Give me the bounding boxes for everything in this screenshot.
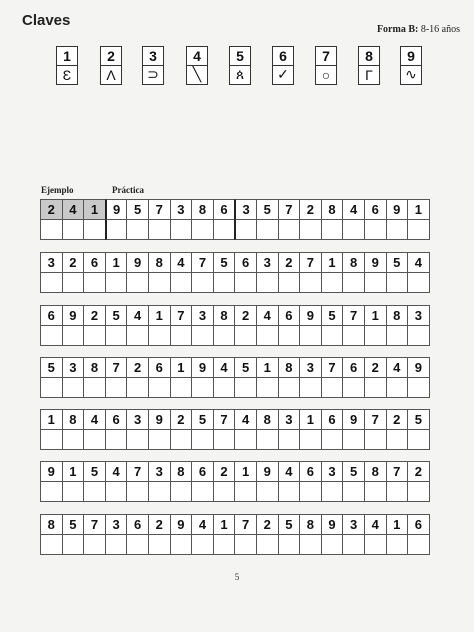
- digit-cell: 6: [148, 357, 171, 378]
- digit-cell: 7: [213, 409, 236, 430]
- answer-box[interactable]: [234, 219, 257, 240]
- digit-cell: 8: [321, 199, 344, 220]
- page-number: 5: [234, 572, 240, 582]
- digit-cell: 9: [191, 357, 214, 378]
- reverse-e-icon: Ɛ: [56, 65, 78, 85]
- digit-cell: 6: [40, 305, 63, 326]
- digit-cell: 9: [148, 409, 171, 430]
- answer-box[interactable]: [191, 325, 214, 346]
- practice-label: Práctica: [112, 185, 144, 195]
- answer-box[interactable]: [62, 429, 85, 450]
- answer-box[interactable]: [148, 534, 171, 555]
- answer-box[interactable]: [299, 429, 322, 450]
- answer-box[interactable]: [407, 272, 430, 293]
- answer-box[interactable]: [342, 481, 365, 502]
- answer-box[interactable]: [256, 219, 279, 240]
- form-label-age: 8-16 años: [418, 24, 460, 35]
- answer-box[interactable]: [191, 219, 214, 240]
- digit-cell: 1: [364, 305, 387, 326]
- digit-cell: 8: [342, 252, 365, 273]
- answer-box[interactable]: [170, 429, 193, 450]
- digit-cell: 1: [299, 409, 322, 430]
- answer-box[interactable]: [148, 481, 171, 502]
- grid-row-4: [41, 357, 430, 398]
- answer-box[interactable]: [83, 429, 106, 450]
- answer-box[interactable]: [407, 429, 430, 450]
- key-item-1: [56, 46, 78, 85]
- answer-box[interactable]: [342, 272, 365, 293]
- answer-box[interactable]: [105, 325, 128, 346]
- answer-box[interactable]: [83, 325, 106, 346]
- digit-cell: 4: [364, 514, 387, 535]
- digit-cell: 2: [364, 357, 387, 378]
- answer-box[interactable]: [105, 481, 128, 502]
- digit-cell: 6: [364, 199, 387, 220]
- check-icon: ✓: [272, 65, 294, 85]
- key-number: 2: [100, 46, 122, 66]
- digit-cell: 7: [126, 461, 149, 482]
- answer-box[interactable]: [321, 429, 344, 450]
- digit-cell: 9: [386, 199, 409, 220]
- answer-box[interactable]: [170, 219, 193, 240]
- answer-box[interactable]: [213, 272, 236, 293]
- key-number: 3: [142, 46, 164, 66]
- answer-box[interactable]: [299, 219, 322, 240]
- key-number: 7: [315, 46, 337, 66]
- key-item-9: [400, 46, 422, 85]
- answer-box[interactable]: [256, 377, 279, 398]
- answer-box[interactable]: [62, 219, 85, 240]
- digit-cell: 5: [256, 199, 279, 220]
- digit-cell: 5: [126, 199, 149, 220]
- answer-box[interactable]: [342, 377, 365, 398]
- answer-box[interactable]: [342, 429, 365, 450]
- digit-cell: 3: [299, 357, 322, 378]
- digit-cell: 3: [278, 409, 301, 430]
- answer-box[interactable]: [386, 219, 409, 240]
- digit-cell: 7: [191, 252, 214, 273]
- answer-box[interactable]: [364, 325, 387, 346]
- answer-box[interactable]: [278, 481, 301, 502]
- answer-box[interactable]: [278, 377, 301, 398]
- digit-cell: 4: [213, 357, 236, 378]
- answer-box[interactable]: [364, 429, 387, 450]
- key-item-4: [186, 46, 208, 85]
- answer-box[interactable]: [321, 377, 344, 398]
- page-title: Claves: [22, 12, 71, 29]
- digit-cell: 1: [407, 199, 430, 220]
- digit-cell: 2: [407, 461, 430, 482]
- answer-box[interactable]: [62, 534, 85, 555]
- digit-cell: 9: [62, 305, 85, 326]
- digit-cell: 8: [62, 409, 85, 430]
- digit-cell: 4: [126, 305, 149, 326]
- answer-box[interactable]: [170, 534, 193, 555]
- answer-box[interactable]: [234, 429, 257, 450]
- digit-cell: 5: [386, 252, 409, 273]
- answer-box[interactable]: [170, 272, 193, 293]
- digit-cell: 3: [170, 199, 193, 220]
- digit-cell: 7: [321, 357, 344, 378]
- key-item-5: [229, 46, 251, 85]
- key-number: 8: [358, 46, 380, 66]
- answer-box[interactable]: [213, 429, 236, 450]
- digit-cell: 2: [170, 409, 193, 430]
- digit-cell: 3: [105, 514, 128, 535]
- answer-box[interactable]: [40, 377, 63, 398]
- answer-box[interactable]: [170, 377, 193, 398]
- digit-cell: 2: [40, 199, 63, 220]
- digit-cell: 7: [234, 514, 257, 535]
- answer-box[interactable]: [278, 325, 301, 346]
- digit-cell: 1: [148, 305, 171, 326]
- answer-box[interactable]: [62, 272, 85, 293]
- digit-cell: 8: [83, 357, 106, 378]
- answer-box[interactable]: [386, 534, 409, 555]
- digit-cell: 6: [191, 461, 214, 482]
- digit-cell: 2: [278, 252, 301, 273]
- answer-box[interactable]: [105, 377, 128, 398]
- answer-box[interactable]: [191, 429, 214, 450]
- digit-cell: 5: [342, 461, 365, 482]
- answer-box[interactable]: [105, 219, 128, 240]
- digit-cell: 4: [256, 305, 279, 326]
- digit-cell: 6: [234, 252, 257, 273]
- key-item-6: [272, 46, 294, 85]
- digit-cell: 9: [299, 305, 322, 326]
- answer-box[interactable]: [342, 325, 365, 346]
- answer-box[interactable]: [299, 481, 322, 502]
- answer-box[interactable]: [126, 272, 149, 293]
- answer-box[interactable]: [256, 481, 279, 502]
- digit-cell: 8: [299, 514, 322, 535]
- answer-box[interactable]: [342, 219, 365, 240]
- answer-box[interactable]: [386, 272, 409, 293]
- answer-box[interactable]: [126, 219, 149, 240]
- digit-cell: 2: [234, 305, 257, 326]
- answer-box[interactable]: [407, 219, 430, 240]
- answer-box[interactable]: [234, 272, 257, 293]
- digit-cell: 2: [213, 461, 236, 482]
- digit-cell: 8: [386, 305, 409, 326]
- answer-box[interactable]: [105, 534, 128, 555]
- digit-cell: 1: [40, 409, 63, 430]
- digit-cell: 9: [364, 252, 387, 273]
- digit-cell: 7: [299, 252, 322, 273]
- grid-row-6: [41, 461, 430, 502]
- answer-box[interactable]: [126, 429, 149, 450]
- digit-cell: 8: [213, 305, 236, 326]
- answer-box[interactable]: [321, 481, 344, 502]
- digit-cell: 1: [234, 461, 257, 482]
- digit-cell: 8: [148, 252, 171, 273]
- digit-cell: 3: [40, 252, 63, 273]
- key-item-7: [315, 46, 337, 85]
- answer-box[interactable]: [407, 534, 430, 555]
- digit-cell: 2: [126, 357, 149, 378]
- digit-cell: 9: [105, 199, 128, 220]
- answer-box[interactable]: [256, 534, 279, 555]
- corner-icon: Γ: [358, 65, 380, 85]
- digit-cell: 4: [234, 409, 257, 430]
- digit-cell: 3: [407, 305, 430, 326]
- answer-box[interactable]: [62, 325, 85, 346]
- answer-box[interactable]: [40, 219, 63, 240]
- answer-box[interactable]: [386, 377, 409, 398]
- answer-box[interactable]: [105, 272, 128, 293]
- digit-cell: 2: [256, 514, 279, 535]
- key-number: 5: [229, 46, 251, 66]
- digit-cell: 5: [407, 409, 430, 430]
- digit-cell: 1: [256, 357, 279, 378]
- digit-cell: 1: [170, 357, 193, 378]
- digit-cell: 6: [342, 357, 365, 378]
- digit-cell: 5: [40, 357, 63, 378]
- answer-box[interactable]: [213, 481, 236, 502]
- digit-cell: 5: [83, 461, 106, 482]
- digit-cell: 3: [256, 252, 279, 273]
- answer-box[interactable]: [170, 481, 193, 502]
- digit-cell: 5: [62, 514, 85, 535]
- answer-box[interactable]: [213, 534, 236, 555]
- answer-box[interactable]: [83, 481, 106, 502]
- digit-cell: 1: [83, 199, 106, 220]
- key-item-2: [100, 46, 122, 85]
- digit-cell: 4: [407, 252, 430, 273]
- answer-box[interactable]: [278, 272, 301, 293]
- answer-box[interactable]: [40, 429, 63, 450]
- digit-cell: 7: [278, 199, 301, 220]
- digit-cell: 7: [342, 305, 365, 326]
- digit-cell: 9: [40, 461, 63, 482]
- answer-box[interactable]: [191, 481, 214, 502]
- key-number: 4: [186, 46, 208, 66]
- digit-cell: 2: [83, 305, 106, 326]
- digit-cell: 5: [191, 409, 214, 430]
- answer-box[interactable]: [126, 377, 149, 398]
- digit-cell: 4: [342, 199, 365, 220]
- answer-box[interactable]: [191, 272, 214, 293]
- digit-cell: 7: [148, 199, 171, 220]
- digit-cell: 3: [321, 461, 344, 482]
- digit-cell: 7: [83, 514, 106, 535]
- answer-box[interactable]: [234, 377, 257, 398]
- digit-cell: 9: [170, 514, 193, 535]
- answer-box[interactable]: [321, 219, 344, 240]
- grid-row-1: [41, 199, 430, 240]
- digit-cell: 7: [170, 305, 193, 326]
- digit-cell: 3: [126, 409, 149, 430]
- answer-box[interactable]: [105, 429, 128, 450]
- digit-cell: 4: [170, 252, 193, 273]
- digit-cell: 9: [256, 461, 279, 482]
- grid-row-5: [41, 409, 430, 450]
- answer-box[interactable]: [278, 219, 301, 240]
- digit-cell: 1: [62, 461, 85, 482]
- answer-box[interactable]: [321, 325, 344, 346]
- key-item-3: [142, 46, 164, 85]
- backslash-icon: ╲: [186, 65, 208, 85]
- answer-box[interactable]: [386, 325, 409, 346]
- answer-box[interactable]: [126, 325, 149, 346]
- form-label: [377, 24, 460, 35]
- circle-icon: ○: [315, 65, 337, 85]
- digit-cell: 9: [321, 514, 344, 535]
- digit-cell: 5: [234, 357, 257, 378]
- key-number: 6: [272, 46, 294, 66]
- digit-cell: 2: [386, 409, 409, 430]
- key-number: 1: [56, 46, 78, 66]
- right-hook-icon: ⊃: [142, 65, 164, 85]
- digit-cell: 4: [62, 199, 85, 220]
- answer-box[interactable]: [364, 377, 387, 398]
- answer-box[interactable]: [191, 534, 214, 555]
- answer-box[interactable]: [234, 325, 257, 346]
- answer-box[interactable]: [234, 481, 257, 502]
- answer-box[interactable]: [407, 481, 430, 502]
- answer-box[interactable]: [342, 534, 365, 555]
- answer-box[interactable]: [148, 377, 171, 398]
- form-label-bold: Forma B:: [376, 24, 419, 35]
- caret-icon: Λ: [100, 65, 122, 85]
- example-label: Ejemplo: [41, 185, 74, 195]
- answer-box[interactable]: [256, 272, 279, 293]
- digit-cell: 1: [105, 252, 128, 273]
- digit-cell: 6: [278, 305, 301, 326]
- answer-box[interactable]: [148, 272, 171, 293]
- digit-cell: 5: [278, 514, 301, 535]
- digit-cell: 4: [278, 461, 301, 482]
- answer-box[interactable]: [191, 377, 214, 398]
- stick-figure-icon: ጰ: [229, 65, 251, 85]
- answer-box[interactable]: [40, 325, 63, 346]
- answer-box[interactable]: [278, 534, 301, 555]
- digit-cell: 8: [191, 199, 214, 220]
- answer-box[interactable]: [213, 219, 236, 240]
- digit-cell: 4: [191, 514, 214, 535]
- answer-box[interactable]: [83, 377, 106, 398]
- digit-cell: 1: [386, 514, 409, 535]
- digit-cell: 4: [386, 357, 409, 378]
- answer-box[interactable]: [40, 272, 63, 293]
- digit-cell: 3: [148, 461, 171, 482]
- digit-cell: 9: [407, 357, 430, 378]
- answer-box[interactable]: [148, 429, 171, 450]
- key-number: 9: [400, 46, 422, 66]
- digit-cell: 8: [256, 409, 279, 430]
- digit-cell: 9: [342, 409, 365, 430]
- answer-box[interactable]: [40, 481, 63, 502]
- answer-box[interactable]: [386, 429, 409, 450]
- answer-box[interactable]: [321, 534, 344, 555]
- answer-box[interactable]: [321, 272, 344, 293]
- answer-box[interactable]: [40, 534, 63, 555]
- answer-box[interactable]: [364, 219, 387, 240]
- digit-cell: 3: [234, 199, 257, 220]
- answer-box[interactable]: [256, 429, 279, 450]
- answer-box[interactable]: [364, 534, 387, 555]
- answer-box[interactable]: [62, 481, 85, 502]
- digit-cell: 6: [213, 199, 236, 220]
- answer-box[interactable]: [126, 534, 149, 555]
- answer-box[interactable]: [148, 325, 171, 346]
- digit-cell: 2: [62, 252, 85, 273]
- grid-row-3: [41, 305, 430, 346]
- answer-box[interactable]: [213, 325, 236, 346]
- answer-box[interactable]: [364, 481, 387, 502]
- digit-cell: 1: [321, 252, 344, 273]
- digit-cell: 3: [342, 514, 365, 535]
- answer-box[interactable]: [407, 325, 430, 346]
- answer-box[interactable]: [62, 377, 85, 398]
- answer-box[interactable]: [299, 325, 322, 346]
- digit-cell: 4: [83, 409, 106, 430]
- digit-cell: 6: [83, 252, 106, 273]
- answer-box[interactable]: [83, 272, 106, 293]
- wave-icon: ∿: [400, 65, 422, 85]
- grid-row-7: [41, 514, 430, 555]
- answer-box[interactable]: [126, 481, 149, 502]
- key-item-8: [358, 46, 380, 85]
- answer-box[interactable]: [386, 481, 409, 502]
- digit-cell: 5: [105, 305, 128, 326]
- answer-box[interactable]: [278, 429, 301, 450]
- digit-cell: 3: [62, 357, 85, 378]
- answer-box[interactable]: [299, 377, 322, 398]
- grid-row-2: [41, 252, 430, 293]
- answer-box[interactable]: [299, 272, 322, 293]
- digit-cell: 1: [213, 514, 236, 535]
- digit-cell: 9: [126, 252, 149, 273]
- answer-box[interactable]: [83, 534, 106, 555]
- digit-cell: 3: [191, 305, 214, 326]
- digit-cell: 6: [105, 409, 128, 430]
- answer-box[interactable]: [256, 325, 279, 346]
- digit-cell: 7: [364, 409, 387, 430]
- digit-cell: 8: [364, 461, 387, 482]
- digit-cell: 2: [148, 514, 171, 535]
- digit-cell: 8: [278, 357, 301, 378]
- answer-box[interactable]: [364, 272, 387, 293]
- digit-cell: 2: [299, 199, 322, 220]
- digit-cell: 5: [213, 252, 236, 273]
- digit-cell: 6: [126, 514, 149, 535]
- digit-cell: 7: [105, 357, 128, 378]
- digit-cell: 4: [105, 461, 128, 482]
- answer-box[interactable]: [407, 377, 430, 398]
- digit-cell: 7: [386, 461, 409, 482]
- digit-cell: 6: [321, 409, 344, 430]
- answer-box[interactable]: [234, 534, 257, 555]
- answer-box[interactable]: [213, 377, 236, 398]
- answer-box[interactable]: [83, 219, 106, 240]
- digit-cell: 5: [321, 305, 344, 326]
- digit-cell: 6: [299, 461, 322, 482]
- answer-box[interactable]: [170, 325, 193, 346]
- digit-cell: 6: [407, 514, 430, 535]
- answer-box[interactable]: [148, 219, 171, 240]
- answer-box[interactable]: [299, 534, 322, 555]
- digit-cell: 8: [170, 461, 193, 482]
- digit-cell: 8: [40, 514, 63, 535]
